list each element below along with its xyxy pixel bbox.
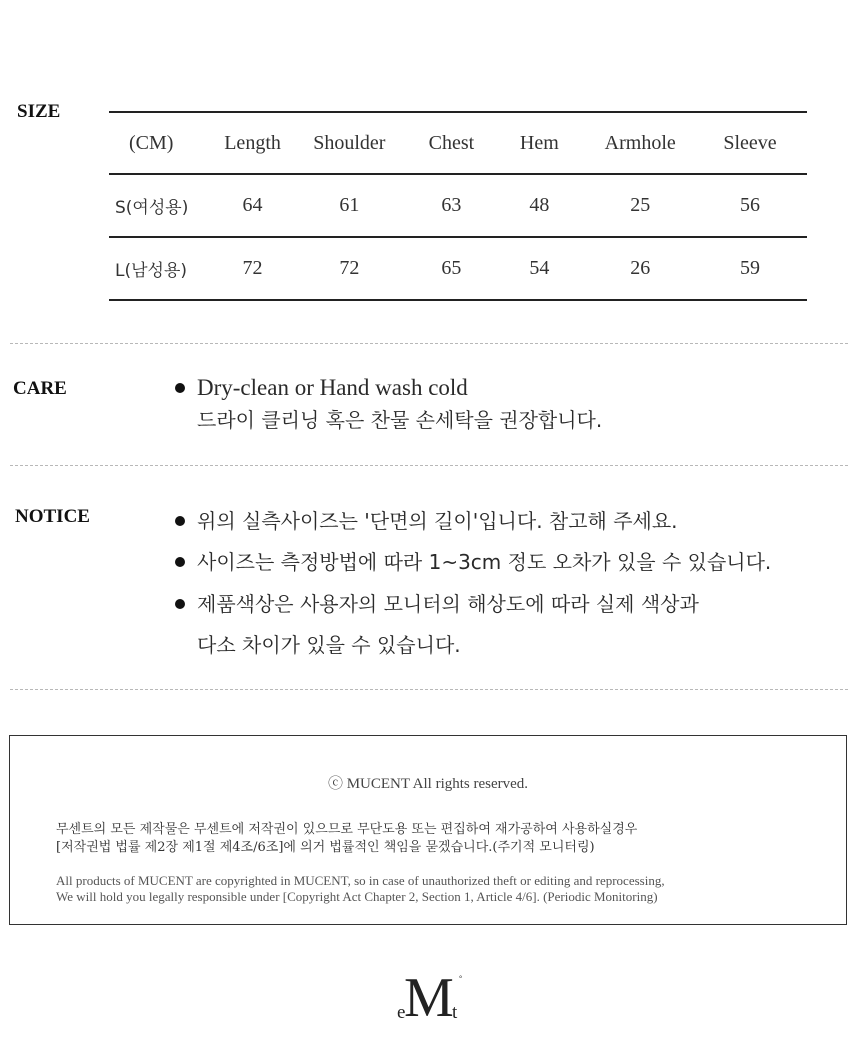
care-line-korean: 드라이 클리닝 혹은 찬물 손세탁을 권장합니다. xyxy=(197,408,603,432)
section-divider xyxy=(10,343,848,344)
size-table xyxy=(109,111,807,301)
bullet-icon xyxy=(175,599,185,609)
logo-mark: ° xyxy=(459,974,463,983)
care-line-english: Dry-clean or Hand wash cold xyxy=(197,375,468,400)
notice-item xyxy=(175,588,699,617)
header-chest: Chest xyxy=(428,131,475,154)
copyright-box xyxy=(9,735,847,925)
table-cell: 54 xyxy=(529,257,550,279)
table-cell: 63 xyxy=(441,194,462,216)
notice-text: 사이즈는 측정방법에 따라 1~3cm 정도 오차가 있을 수 있습니다. xyxy=(197,550,772,574)
care-item xyxy=(175,375,468,401)
copyright-title: ⓒ MUCENT All rights reserved. xyxy=(327,776,529,792)
copyright-english-line-2: We will hold you legally responsible under [Copyright Act Chapter 2, Section 1, Article 4/6]. (Periodic Monitoring) xyxy=(56,889,658,904)
notice-text: 위의 실측사이즈는 '단면의 길이'입니다. 참고해 주세요. xyxy=(197,509,678,533)
size-table-header-row xyxy=(109,112,807,174)
logo-letter-e: e xyxy=(397,1002,406,1023)
header-unit: (CM) xyxy=(129,131,174,154)
copyright-english-line-1: All products of MUCENT are copyrighted in MUCENT, so in case of unauthorized theft or editing and reprocessing, xyxy=(56,873,665,888)
row-label-l: L(남성용) xyxy=(115,261,188,281)
bullet-icon xyxy=(175,557,185,567)
section-divider xyxy=(10,465,848,466)
table-cell: 65 xyxy=(441,257,462,279)
notice-section-label: NOTICE xyxy=(15,506,90,527)
notice-continuation: 다소 차이가 있을 수 있습니다. xyxy=(197,633,461,657)
logo-letter-t: t xyxy=(452,1002,458,1023)
bullet-icon xyxy=(175,383,185,393)
header-shoulder: Shoulder xyxy=(313,131,386,154)
table-cell: 72 xyxy=(339,257,360,279)
copyright-korean-line-1: 무센트의 모든 제작물은 무센트에 저작권이 있으므로 무단도용 또는 편집하여 재가공하여 사용하실경우 xyxy=(56,822,638,837)
table-cell: 61 xyxy=(339,194,360,216)
section-divider xyxy=(10,689,848,690)
copyright-korean-line-2: [저작권법 법률 제2장 제1절 제4조/6조]에 의거 법률적인 책임을 묻겠습니다.(주기적 모니터링) xyxy=(56,840,595,855)
header-armhole: Armhole xyxy=(604,131,676,154)
table-cell: 26 xyxy=(630,257,651,279)
table-cell: 48 xyxy=(529,194,550,216)
header-length: Length xyxy=(224,131,281,154)
notice-item xyxy=(175,546,771,575)
table-cell: 64 xyxy=(242,194,263,216)
bullet-icon xyxy=(175,516,185,526)
table-cell: 25 xyxy=(630,194,651,216)
table-cell: 56 xyxy=(740,194,761,216)
header-sleeve: Sleeve xyxy=(723,131,777,154)
notice-text: 제품색상은 사용자의 모니터의 해상도에 따라 실제 색상과 xyxy=(197,592,699,616)
brand-logo xyxy=(397,967,467,1032)
table-cell: 59 xyxy=(740,257,761,279)
care-section-label: CARE xyxy=(13,378,67,399)
header-hem: Hem xyxy=(519,131,559,154)
size-section-label: SIZE xyxy=(17,101,61,122)
table-row xyxy=(109,174,807,237)
table-row xyxy=(109,237,807,300)
notice-item xyxy=(175,505,678,534)
table-cell: 72 xyxy=(242,257,263,279)
logo-letter-m: M xyxy=(404,967,452,1029)
row-label-s: S(여성용) xyxy=(115,198,189,218)
